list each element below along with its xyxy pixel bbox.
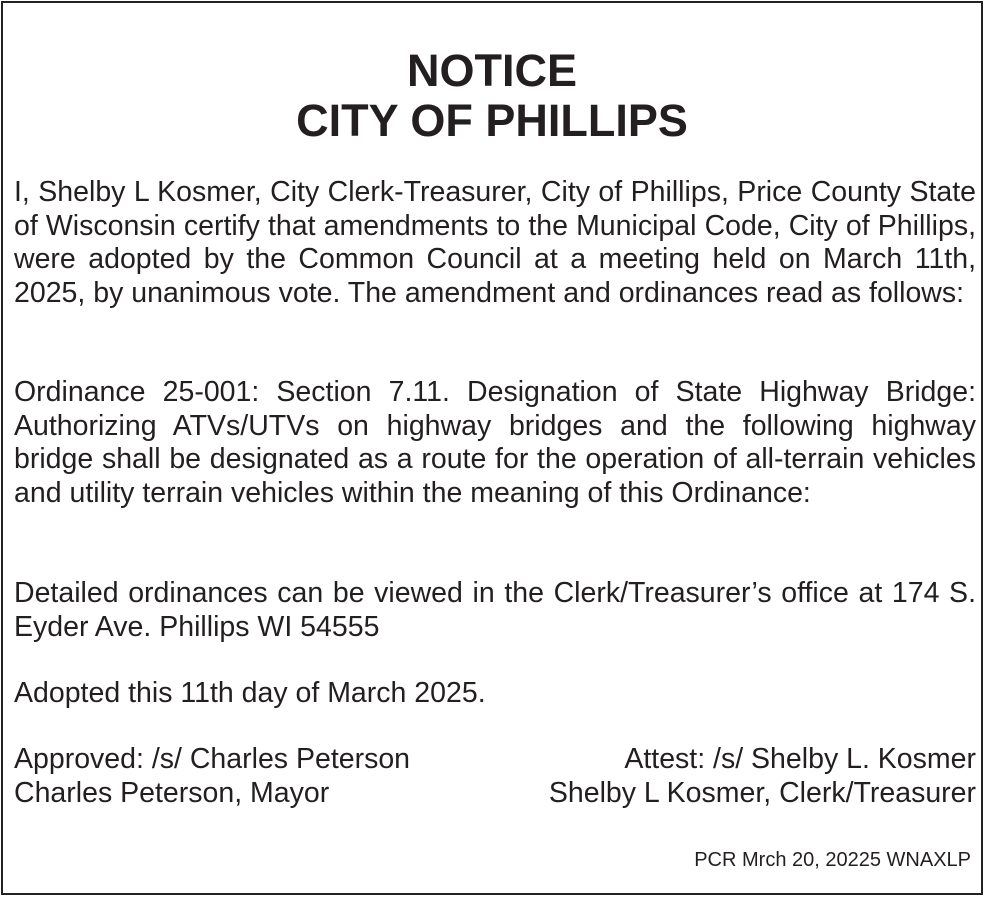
approved-signature: Approved: /s/ Charles Peterson <box>14 743 411 775</box>
clerk-name-title: Shelby L Kosmer, Clerk/Treasurer <box>548 777 976 809</box>
legal-notice <box>1 1 983 895</box>
attest-signature: Attest: /s/ Shelby L. Kosmer <box>624 743 976 775</box>
adoption-date-paragraph: Adopted this 11th day of March 2025. <box>14 677 486 709</box>
certification-paragraph: I, Shelby L Kosmer, City Clerk-Treasurer, City of Phillips, Price County State of Wisconsin certify that amendments to the Municipal Code, City of Phillips, were adopted by the Common Council at a meeting held on March 11th, 2025, by unanimous vote. The amendment and ordinances read as follows: <box>14 176 976 309</box>
ordinance-paragraph: Ordinance 25-001: Section 7.11. Designation of State Highway Bridge: Authorizing ATVs/UTVs on highway bridges and the following highway bridge shall be designated as a route for the operation of all-terrain vehicles and utility terrain vehicles within the meaning of this Ordinance: <box>14 376 976 509</box>
publication-footer: PCR Mrch 20, 20225 WNAXLP <box>694 849 971 871</box>
mayor-name-title: Charles Peterson, Mayor <box>14 777 330 809</box>
notice-subtitle: CITY OF PHILLIPS <box>296 95 688 146</box>
notice-title: NOTICE <box>406 45 577 96</box>
viewing-info-paragraph: Detailed ordinances can be viewed in the Clerk/Treasurer’s office at 174 S. Eyder Ave. Phillips WI 54555 <box>14 577 976 643</box>
